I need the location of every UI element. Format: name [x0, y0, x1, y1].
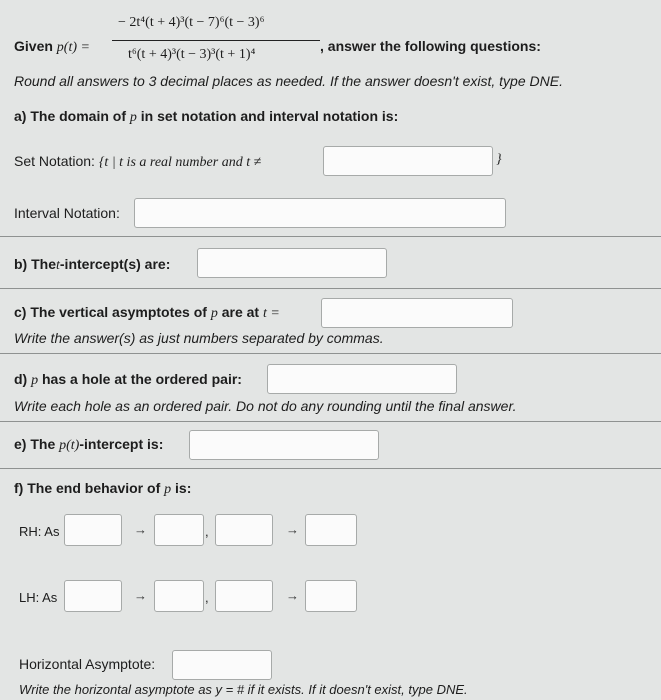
t-intercepts-input[interactable]: [197, 248, 387, 278]
part-d-note: Write each hole as an ordered pair. Do not do any rounding until the final answer.: [14, 398, 517, 414]
rh-arrow-1: →: [134, 522, 147, 537]
separator: [0, 468, 661, 469]
rh-input-4[interactable]: [305, 514, 357, 546]
lh-label: LH: As: [19, 590, 58, 605]
part-f-question: f) The end behavior of p is:: [14, 480, 192, 497]
separator: [0, 421, 661, 422]
lh-input-3[interactable]: [215, 580, 273, 612]
part-d-question: d) p has a hole at the ordered pair:: [14, 371, 242, 388]
lh-comma: ,: [205, 590, 209, 605]
p-intercept-input[interactable]: [189, 430, 379, 460]
rounding-note: Round all answers to 3 decimal places as needed. If the answer doesn't exist, type DNE.: [14, 73, 563, 89]
lh-input-1[interactable]: [64, 580, 122, 612]
lh-input-2[interactable]: [154, 580, 204, 612]
set-notation-label: Set Notation: {t | t is a real number and t ≠: [14, 153, 262, 170]
fraction-numerator: − 2t⁴(t + 4)³(t − 7)⁶(t − 3)⁶: [118, 15, 265, 30]
rh-input-3[interactable]: [215, 514, 273, 546]
rh-arrow-2: →: [286, 522, 299, 537]
part-a-question: a) The domain of p in set notation and interval notation is:: [14, 108, 399, 125]
horizontal-asymptote-note: Write the horizontal asymptote as y = # if it exists. If it doesn't exist, type DNE.: [19, 682, 468, 697]
fraction-bar: [112, 40, 320, 41]
set-notation-close: }: [496, 152, 502, 167]
rh-input-2[interactable]: [154, 514, 204, 546]
rh-label: RH: As: [19, 524, 60, 539]
horizontal-asymptote-label: Horizontal Asymptote:: [19, 656, 156, 672]
part-c-note: Write the answer(s) as just numbers separated by commas.: [14, 330, 384, 346]
separator: [0, 288, 661, 289]
lh-input-4[interactable]: [305, 580, 357, 612]
part-b-question: b) Thet-intercept(s) are:: [14, 256, 171, 273]
lh-arrow-2: →: [286, 588, 299, 603]
separator: [0, 236, 661, 237]
separator: [0, 353, 661, 354]
rh-input-1[interactable]: [64, 514, 122, 546]
function-lhs: p(t) =: [56, 40, 90, 55]
hole-input[interactable]: [267, 364, 457, 394]
set-notation-open: {t | t is a real number and t ≠: [98, 155, 262, 170]
vertical-asymptotes-input[interactable]: [321, 298, 513, 328]
fraction-denominator: t⁶(t + 4)³(t − 3)³(t + 1)⁴: [128, 47, 256, 62]
set-notation-input[interactable]: [323, 146, 493, 176]
part-c-question: c) The vertical asymptotes of p are at t =: [14, 304, 280, 321]
prompt-suffix: , answer the following questions:: [320, 38, 541, 54]
given-label: Given p(t) =: [14, 38, 90, 55]
lh-arrow-1: →: [134, 588, 147, 603]
horizontal-asymptote-input[interactable]: [172, 650, 272, 680]
part-e-question: e) The p(t)-intercept is:: [14, 436, 164, 453]
rh-comma: ,: [205, 524, 209, 539]
interval-notation-input[interactable]: [134, 198, 506, 228]
interval-notation-label: Interval Notation:: [14, 205, 120, 221]
